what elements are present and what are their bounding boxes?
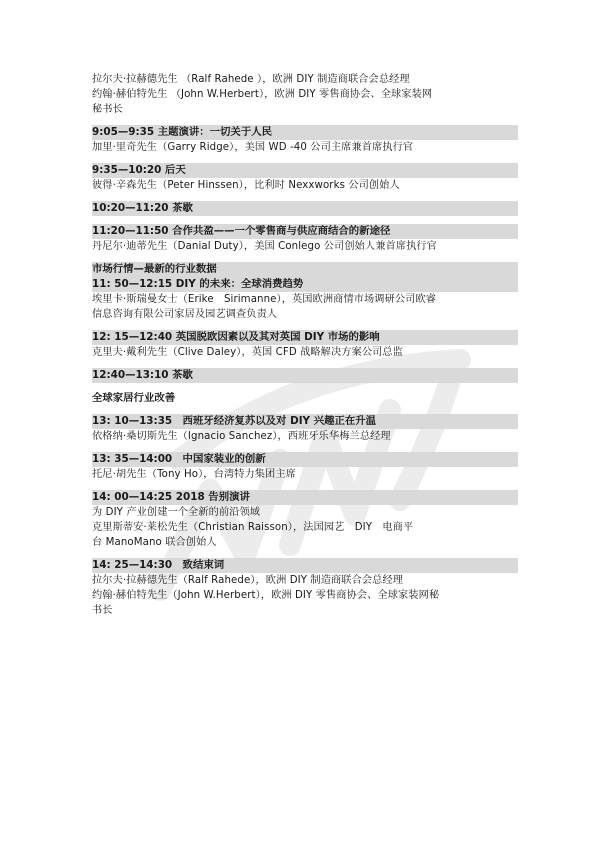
speaker-line: 秘书长 (92, 104, 123, 115)
agenda-block (92, 414, 518, 444)
session-heading: 9:35—10:20 后天 (92, 163, 518, 178)
speaker-line: 约翰·赫伯特先生（John W.Herbert），欧洲 DIY 零售商协会、全球家装网秘 (92, 590, 440, 601)
agenda-block (92, 368, 518, 383)
speaker-line: 克里夫·戴利先生（Clive Daley），英国 CFD 战略解决方案公司总监 (92, 347, 403, 358)
speaker-line: 埃里卡·斯瑞曼女士（Erike Sirimanne），英国欧洲商情市场调研公司欧睿 (92, 294, 437, 305)
session-heading: 11:20—11:50 合作共盈——一个零售商与供应商结合的新途径 (92, 224, 518, 239)
session-heading: 12:40—13:10 茶歇 (92, 368, 518, 383)
session-heading: 市场行情—最新的行业数据 (92, 262, 518, 277)
agenda-content (92, 72, 518, 626)
session-heading: 12: 15—12:40 英国脱欧因素以及其对英国 DIY 市场的影响 (92, 330, 518, 345)
session-heading: 全球家居行业改善 (92, 392, 176, 404)
speaker-line: 约翰·赫伯特先生 （John W.Herbert），欧洲 DIY 零售商协会、全球家装网 (92, 89, 433, 100)
session-heading: 10:20—11:20 茶歇 (92, 201, 518, 216)
speaker-line: 克里斯蒂安·莱松先生（Christian Raisson），法国园艺 DIY 电商平 (92, 522, 414, 533)
speaker-line: 信息咨询有限公司家居及园艺调查负责人 (92, 309, 278, 320)
speaker-line: 丹尼尔·迪蒂先生（Danial Duty），美国 Conlego 公司创始人兼首席执行官 (92, 241, 437, 252)
speaker-line: 拉尔夫·拉赫德先生（Ralf Rahede），欧洲 DIY 制造商联合会总经理 (92, 575, 404, 586)
speaker-line: 拉尔夫·拉赫德先生 （Ralf Rahede ），欧洲 DIY 制造商联合会总经理 (92, 74, 410, 85)
speaker-line: 彼得·辛森先生（Peter Hinssen），比利时 Nexxworks 公司创始人 (92, 180, 400, 191)
session-heading: 13: 10—13:35 西班牙经济复苏以及对 DIY 兴趣正在升温 (92, 414, 518, 429)
speaker-line: 加里·里奇先生（Garry Ridge），美国 WD -40 公司主席兼首席执行官 (92, 142, 414, 153)
agenda-block (92, 452, 518, 482)
agenda-block (92, 490, 518, 550)
agenda-block (92, 558, 518, 618)
speaker-line: 书长 (92, 605, 113, 616)
session-heading: 14: 25—14:30 致结束词 (92, 558, 518, 573)
agenda-block (92, 163, 518, 193)
agenda-block (92, 224, 518, 254)
session-heading: 11: 50—12:15 DIY 的未来：全球消费趋势 (92, 277, 518, 292)
speaker-line: 为 DIY 产业创建一个全新的前沿领域 (92, 507, 261, 518)
session-heading: 14: 00—14:25 2018 告别演讲 (92, 490, 518, 505)
agenda-block (92, 330, 518, 360)
agenda-block (92, 125, 518, 155)
session-heading: 13: 35—14:00 中国家装业的创新 (92, 452, 518, 467)
session-heading: 9:05—9:35 主题演讲：一切关于人民 (92, 125, 518, 140)
agenda-block (92, 201, 518, 216)
speaker-line: 依格纳·桑切斯先生（Ignacio Sanchez），西班牙乐华梅兰总经理 (92, 431, 391, 442)
speaker-line: 台 ManoMano 联合创始人 (92, 537, 217, 548)
agenda-block (92, 391, 518, 406)
speaker-line: 托尼·胡先生（Tony Ho），台湾特力集团主席 (92, 469, 296, 480)
agenda-block (92, 262, 518, 322)
agenda-block (92, 72, 518, 117)
